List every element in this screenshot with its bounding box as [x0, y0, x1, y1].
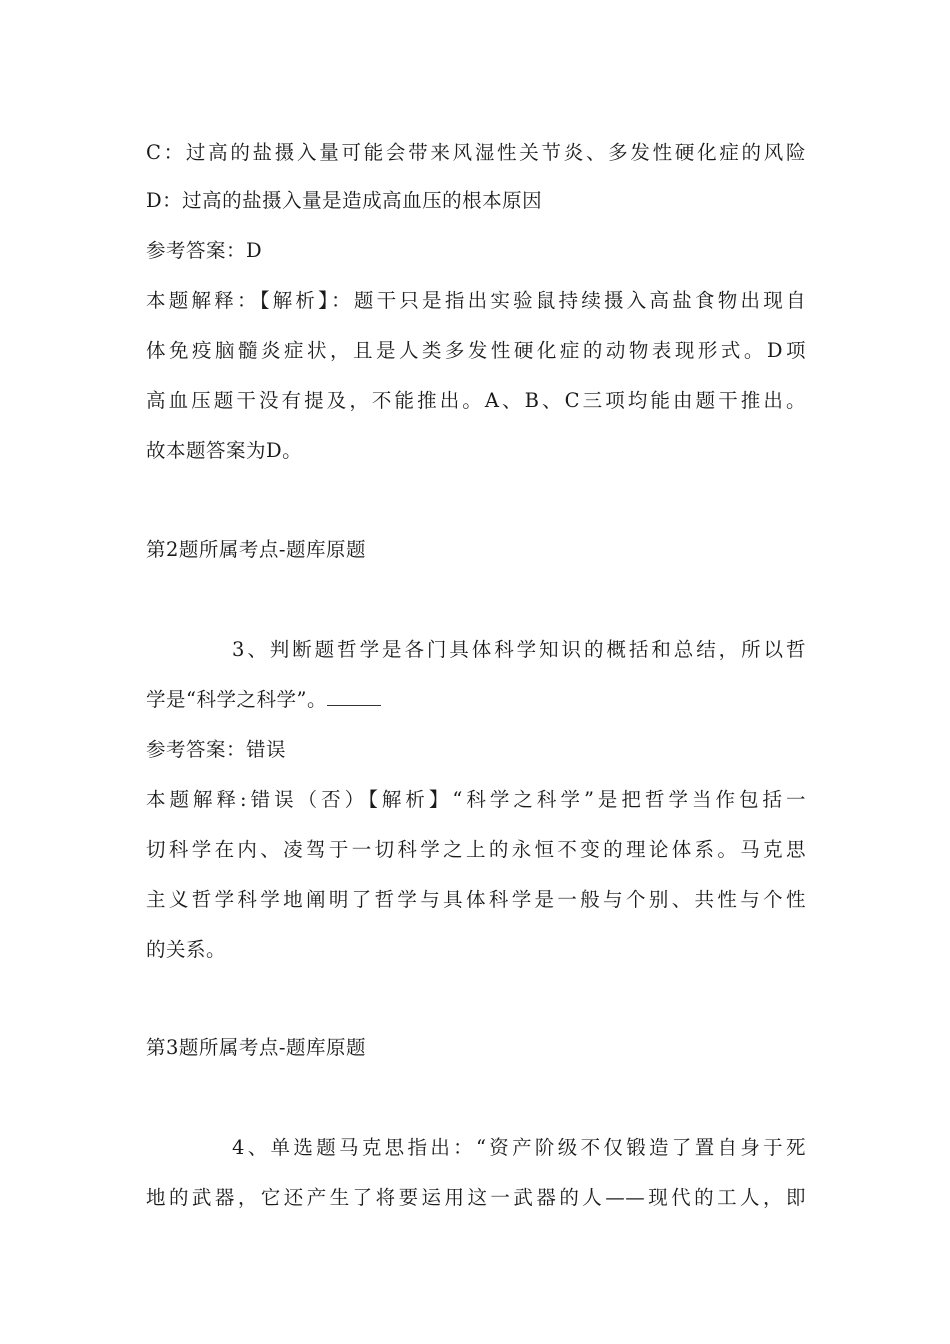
q3-answer: 参考答案：错误 — [146, 738, 287, 761]
q3-explanation-line: 的关系。 — [146, 938, 227, 961]
option-d: D：过高的盐摄入量是造成高血压的根本原因 — [146, 189, 543, 212]
q3-question: 3、判断题哲学是各门具体科学知识的概括和总结，所以哲 — [232, 638, 806, 661]
q3-explanation-line: 主义哲学科学地阐明了哲学与具体科学是一般与个别、共性与个性 — [146, 888, 806, 911]
q2-topic: 第2题所属考点-题库原题 — [146, 538, 366, 561]
q4-question-cont: 地的武器，它还产生了将要运用这一武器的人——现代的工人，即 — [146, 1186, 806, 1209]
option-c: C：过高的盐摄入量可能会带来风湿性关节炎、多发性硬化症的风险 — [146, 141, 806, 164]
q4-question: 4、单选题马克思指出：“资产阶级不仅锻造了置自身于死 — [232, 1136, 806, 1159]
q2-explanation-line: 故本题答案为D。 — [146, 439, 303, 462]
q2-answer: 参考答案：D — [146, 239, 263, 262]
answer-blank — [327, 687, 381, 706]
q3-topic: 第3题所属考点-题库原题 — [146, 1036, 366, 1059]
q2-explanation-line: 高血压题干没有提及，不能推出。A、B、C三项均能由题干推出。 — [146, 389, 806, 412]
q3-question-cont — [146, 687, 806, 713]
q2-explanation-line: 体免疫脑髓炎症状，且是人类多发性硬化症的动物表现形式。D项 — [146, 339, 806, 362]
q3-question-text: 学是“科学之科学”。 — [146, 688, 327, 711]
q3-explanation-line: 本题解释:错误（否）【解析】“科学之科学”是把哲学当作包括一 — [146, 788, 806, 811]
q2-explanation-line: 本题解释：【解析】：题干只是指出实验鼠持续摄入高盐食物出现自 — [146, 289, 806, 312]
q3-explanation-line: 切科学在内、凌驾于一切科学之上的永恒不变的理论体系。马克思 — [146, 838, 806, 861]
